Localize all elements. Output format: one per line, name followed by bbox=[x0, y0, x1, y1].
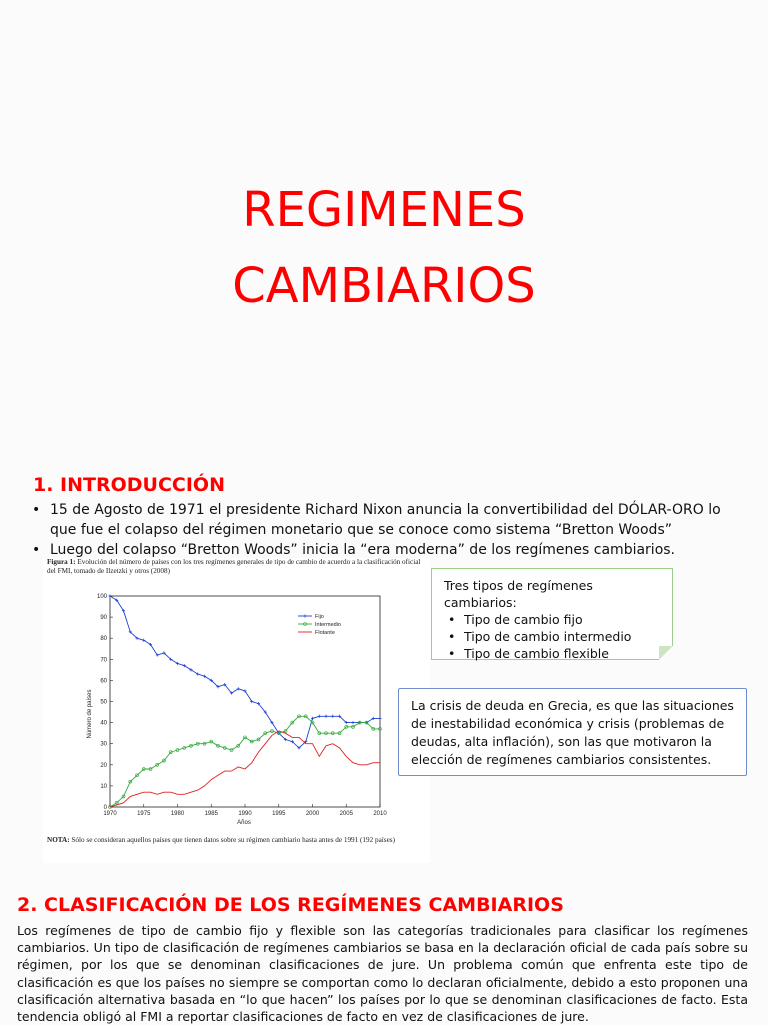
x-tick-label: 2010 bbox=[373, 811, 387, 817]
y-tick-label: 80 bbox=[100, 636, 107, 643]
x-tick-label: 1990 bbox=[238, 811, 252, 817]
regime-type-item: • Tipo de cambio intermedio bbox=[444, 628, 660, 645]
y-tick-label: 60 bbox=[100, 678, 107, 685]
regime-type-item: • Tipo de cambio fijo bbox=[444, 611, 660, 628]
y-tick-label: 100 bbox=[96, 594, 107, 600]
intro-bullet-1: • 15 de Agosto de 1971 el presidente Richard Nixon anuncia la convertibilidad del DÓLAR-ORO lo que fue el colapso del régimen monetario que se conoce como sistema “Bretton Woods” bbox=[30, 500, 750, 540]
x-tick-label: 1970 bbox=[103, 811, 117, 817]
section-2-paragraph: Los regímenes de tipo de cambio fijo y flexible son las categorías tradicionales para clasificar los regímenes cambiarios. Un tipo de clasificación de regímenes cambiarios se basa en la declaración oficial de cada país sobre su régimen, por los que se denominan clasificaciones de jure. Un problema común que enfrenta este tipo de clasificación es que los países no siempre se comportan como lo declaran oficialmente, debido a esto proponen una clasificación alternativa basada en “lo que hacen” los países por lo que se denominan clasificaciones de facto. Esta tendencia obligó al FMI a reportar clasificaciones de facto en vez de clasificaciones de jure. bbox=[17, 923, 748, 1025]
regime-type-item: • Tipo de cambio flexible bbox=[444, 645, 660, 662]
intro-bullet-2: • Luego del colapso “Bretton Woods” inicia la “era moderna” de los regímenes cambiarios. bbox=[30, 540, 750, 560]
figure-caption-label: Figura 1: bbox=[47, 558, 76, 566]
greece-crisis-text: La crisis de deuda en Grecia, es que las situaciones de inestabilidad económica y crisis (problemas de deudas, alta inflación), son las que motivaron la elección de regímenes cambiarios consistentes. bbox=[411, 698, 734, 767]
y-tick-label: 90 bbox=[100, 615, 107, 622]
figure bbox=[43, 558, 430, 863]
intro-bullet-list bbox=[30, 500, 750, 560]
title-line-2: CAMBIARIOS bbox=[232, 258, 536, 314]
y-tick-label: 10 bbox=[100, 783, 107, 790]
legend-label-flotante: Flotante bbox=[315, 630, 335, 636]
section-2-heading: 2. CLASIFICACIÓN DE LOS REGÍMENES CAMBIARIOS bbox=[17, 894, 564, 916]
regime-types-list bbox=[444, 611, 660, 662]
y-tick-label: 30 bbox=[100, 741, 107, 748]
section-1-heading: 1. INTRODUCCIÓN bbox=[33, 474, 225, 496]
x-tick-label: 2000 bbox=[305, 811, 320, 817]
x-tick-label: 1985 bbox=[204, 811, 218, 817]
legend-label-intermedio: Intermedio bbox=[315, 622, 341, 628]
greece-crisis-callout bbox=[398, 688, 747, 776]
line-chart bbox=[43, 580, 430, 850]
x-tick-label: 1975 bbox=[137, 811, 151, 817]
regime-types-heading: Tres tipos de regímenes cambiarios: bbox=[444, 578, 593, 610]
x-axis-label: Años bbox=[237, 820, 251, 826]
y-tick-label: 50 bbox=[100, 699, 107, 706]
figure-note-label: NOTA: bbox=[47, 836, 70, 844]
y-tick-label: 70 bbox=[100, 657, 107, 664]
y-tick-label: 40 bbox=[100, 720, 107, 727]
title-line-1: REGIMENES bbox=[242, 182, 526, 238]
x-tick-label: 1980 bbox=[170, 811, 185, 817]
folded-corner bbox=[659, 646, 673, 660]
x-tick-label: 2005 bbox=[339, 811, 353, 817]
figure-note-text: Sólo se consideran aquellos países que tienen datos sobre su régimen cambiario hasta antes de 1991 (192 países) bbox=[71, 836, 395, 844]
figure-note bbox=[47, 836, 427, 845]
figure-caption-text: Evolución del número de países con los tres regímenes generales de tipo de cambio de acuerdo a la clasificación oficial del FMI, tomado de Ilzetzki y otros (2008) bbox=[47, 558, 421, 575]
regime-types-callout bbox=[431, 568, 673, 660]
y-axis-label: Número de países bbox=[87, 689, 93, 739]
y-tick-label: 0 bbox=[103, 805, 107, 811]
legend-label-fijo: Fijo bbox=[315, 614, 324, 620]
x-tick-label: 1995 bbox=[272, 811, 286, 817]
page-title bbox=[0, 172, 768, 324]
figure-caption bbox=[47, 558, 427, 576]
y-tick-label: 20 bbox=[100, 762, 107, 769]
